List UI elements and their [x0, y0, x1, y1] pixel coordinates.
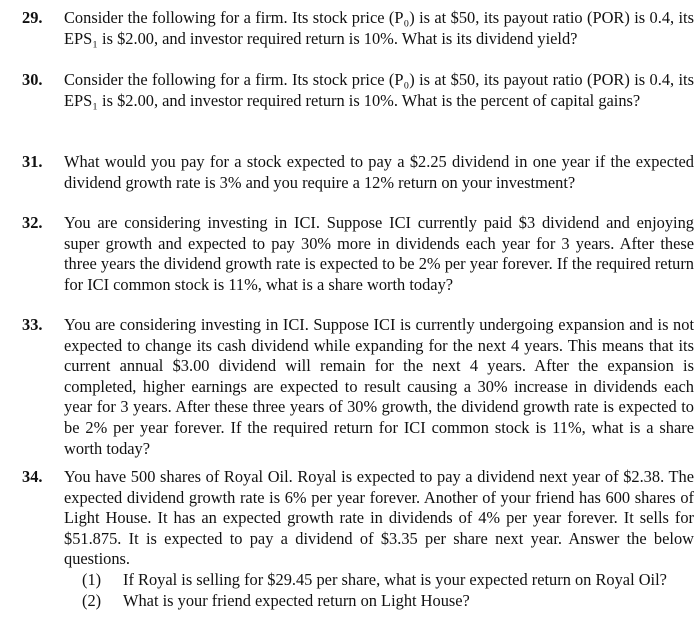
- question-text: What would you pay for a stock expected to pay a $2.25 dividend in one year if the expected dividend growth rate is 3% and you require a 12% return on your investment?: [64, 152, 694, 192]
- question-32: [22, 213, 694, 295]
- question-number: 31.: [22, 152, 43, 171]
- question-text: Consider the following for a firm. Its stock price (P₀) is at $50, its payout ratio (POR) is 0.4, its EPS₁ is $2.00, and investor required return is 10%. What is its dividend yield?: [64, 8, 694, 48]
- question-31: [22, 152, 694, 193]
- question-text: You are considering investing in ICI. Suppose ICI currently paid $3 dividend and enjoying super growth and expected to pay 30% more in dividends each year for 3 years. After these three years the dividend growth rate is expected to be 2% per year forever. If the required return for ICI common stock is 11%, what is a share worth today?: [64, 213, 694, 294]
- question-number: 34.: [22, 467, 43, 486]
- sub-question-number: (2): [82, 590, 102, 610]
- question-number: 33.: [22, 315, 43, 334]
- question-34: [22, 467, 694, 611]
- question-30: [22, 70, 694, 111]
- question-33: [22, 315, 694, 459]
- question-text: Consider the following for a firm. Its stock price (P₀) is at $50, its payout ratio (POR) is 0.4, its EPS₁ is $2.00, and investor required return is 10%. What is the percent of capital gains?: [64, 70, 694, 110]
- sub-question-number: (1): [82, 569, 102, 589]
- question-text: You are considering investing in ICI. Suppose ICI is currently undergoing expansion and is not expected to change its cash dividend while expanding for the next 4 years. This means that its current annual $3.00 dividend will remain for the next 4 years. After the expansion is completed, higher earnings are expected to result causing a 30% increase in dividends each year for 3 years. After these three years of 30% growth, the dividend growth rate is expected to be 2% per year forever. If the required return for ICI common stock is 11%, what is a share worth today?: [64, 315, 694, 458]
- sub-question-2: [82, 591, 694, 612]
- question-number: 30.: [22, 70, 43, 89]
- question-29: [22, 8, 694, 49]
- sub-question-text: If Royal is selling for $29.45 per share, what is your expected return on Royal Oil?: [123, 569, 667, 589]
- sub-question-1: [82, 570, 694, 591]
- question-number: 29.: [22, 8, 43, 27]
- question-text: You have 500 shares of Royal Oil. Royal is expected to pay a dividend next year of $2.38. The expected dividend growth rate is 6% per year forever. Another of your friend has 600 shares of Light House. It has an expected growth rate in dividends of 4% per year forever. It sells for $51.875. It is expected to pay a dividend of $3.35 per share next year. Answer the below questions.: [64, 467, 694, 569]
- sub-question-text: What is your friend expected return on Light House?: [123, 590, 470, 610]
- sub-question-list: [64, 570, 694, 611]
- question-number: 32.: [22, 213, 43, 232]
- question-text-block: [64, 467, 694, 611]
